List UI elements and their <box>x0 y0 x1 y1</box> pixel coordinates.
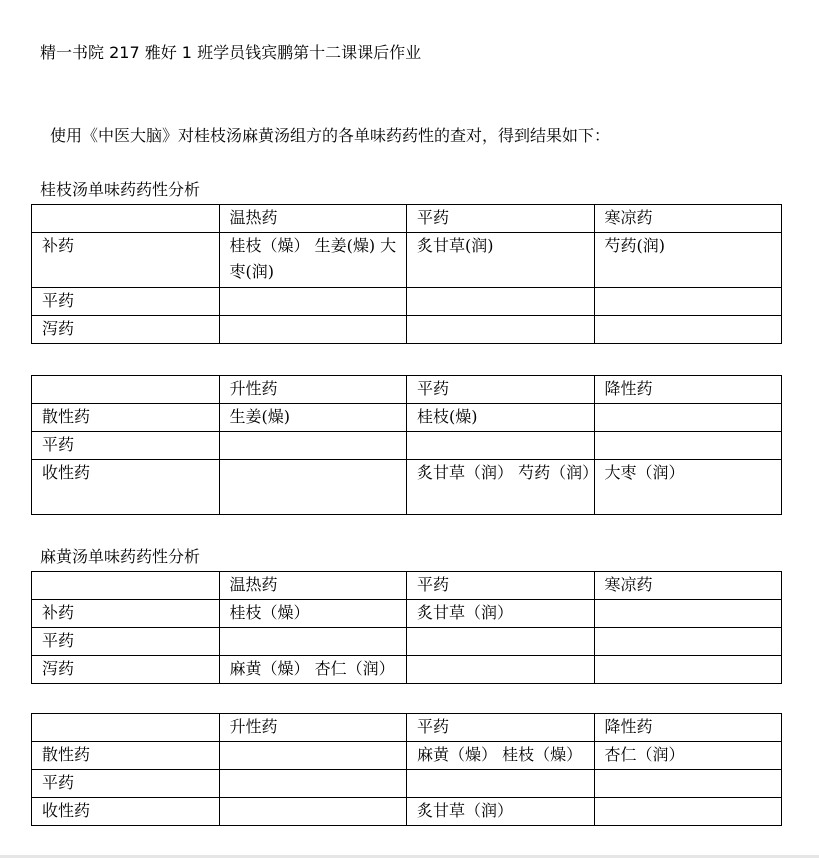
table-header-cell: 降性药 <box>594 714 782 742</box>
row-label: 泻药 <box>32 316 220 344</box>
table-cell <box>407 656 595 684</box>
mahuang-temperature-table <box>31 571 782 684</box>
table-header-cell <box>32 572 220 600</box>
table-cell <box>594 628 782 656</box>
row-label: 平药 <box>32 288 220 316</box>
row-label: 补药 <box>32 233 220 288</box>
table-row <box>32 432 782 460</box>
table-row <box>32 233 782 288</box>
table-header-row <box>32 714 782 742</box>
table-header-cell: 降性药 <box>594 376 782 404</box>
table-cell <box>219 770 407 798</box>
table-cell: 桂枝（燥） <box>219 600 407 628</box>
table-row <box>32 798 782 826</box>
guizhi-temperature-table <box>31 204 782 344</box>
table-cell <box>594 288 782 316</box>
table-header-cell: 平药 <box>407 205 595 233</box>
row-label: 泻药 <box>32 656 220 684</box>
table-cell: 麻黄（燥） 桂枝（燥） <box>407 742 595 770</box>
table-header-row <box>32 376 782 404</box>
row-label: 平药 <box>32 770 220 798</box>
table-cell: 芍药(润) <box>594 233 782 288</box>
table-cell <box>594 770 782 798</box>
table-cell: 杏仁（润） <box>594 742 782 770</box>
row-label: 收性药 <box>32 460 220 515</box>
table-cell: 桂枝（燥） 生姜(燥) 大枣(润) <box>219 233 407 288</box>
table-cell: 炙甘草(润) <box>407 233 595 288</box>
table-cell <box>219 316 407 344</box>
table-header-cell: 温热药 <box>219 205 407 233</box>
guizhi-direction-table <box>31 375 782 515</box>
table-cell <box>594 432 782 460</box>
table-row <box>32 460 782 515</box>
table-header-cell: 寒凉药 <box>594 205 782 233</box>
table-cell: 麻黄（燥） 杏仁（润） <box>219 656 407 684</box>
table-cell <box>407 288 595 316</box>
table-header-row <box>32 572 782 600</box>
table-cell <box>407 770 595 798</box>
table-header-cell <box>32 205 220 233</box>
table-cell: 大枣（润） <box>594 460 782 515</box>
section-caption-guizhi: 桂枝汤单味药药性分析 <box>40 180 201 199</box>
table-cell <box>219 628 407 656</box>
row-label: 平药 <box>32 432 220 460</box>
table-cell: 炙甘草（润） 芍药（润） <box>407 460 595 515</box>
table-header-cell: 平药 <box>407 376 595 404</box>
table-cell <box>594 600 782 628</box>
table-header-cell: 寒凉药 <box>594 572 782 600</box>
table-cell: 桂枝(燥) <box>407 404 595 432</box>
table-row <box>32 656 782 684</box>
row-label: 收性药 <box>32 798 220 826</box>
table-cell: 炙甘草（润） <box>407 600 595 628</box>
table-cell <box>594 656 782 684</box>
row-label: 补药 <box>32 600 220 628</box>
table-cell <box>407 316 595 344</box>
row-label: 散性药 <box>32 404 220 432</box>
table-row <box>32 404 782 432</box>
mahuang-direction-table <box>31 713 782 826</box>
table-row <box>32 628 782 656</box>
section-caption-mahuang: 麻黄汤单味药药性分析 <box>40 547 201 566</box>
table-row <box>32 316 782 344</box>
table-cell: 生姜(燥) <box>219 404 407 432</box>
row-label: 散性药 <box>32 742 220 770</box>
table-cell <box>407 432 595 460</box>
table-header-cell: 升性药 <box>219 714 407 742</box>
table-header-cell: 平药 <box>407 714 595 742</box>
table-header-cell: 温热药 <box>219 572 407 600</box>
table-header-cell <box>32 376 220 404</box>
table-cell <box>219 742 407 770</box>
table-cell <box>219 798 407 826</box>
table-cell: 炙甘草（润） <box>407 798 595 826</box>
table-cell <box>407 628 595 656</box>
table-row <box>32 600 782 628</box>
table-row <box>32 770 782 798</box>
table-header-cell <box>32 714 220 742</box>
table-cell <box>219 432 407 460</box>
table-cell <box>594 316 782 344</box>
table-row <box>32 288 782 316</box>
table-header-cell: 平药 <box>407 572 595 600</box>
intro-paragraph: 使用《中医大脑》对桂枝汤麻黄汤组方的各单味药药性的查对，得到结果如下： <box>50 126 611 145</box>
table-header-cell: 升性药 <box>219 376 407 404</box>
page-title: 精一书院 217 雅好 1 班学员钱宾鹏第十二课课后作业 <box>40 43 422 62</box>
table-cell <box>219 460 407 515</box>
table-cell <box>219 288 407 316</box>
table-row <box>32 742 782 770</box>
table-cell <box>594 404 782 432</box>
table-header-row <box>32 205 782 233</box>
table-cell <box>594 798 782 826</box>
row-label: 平药 <box>32 628 220 656</box>
